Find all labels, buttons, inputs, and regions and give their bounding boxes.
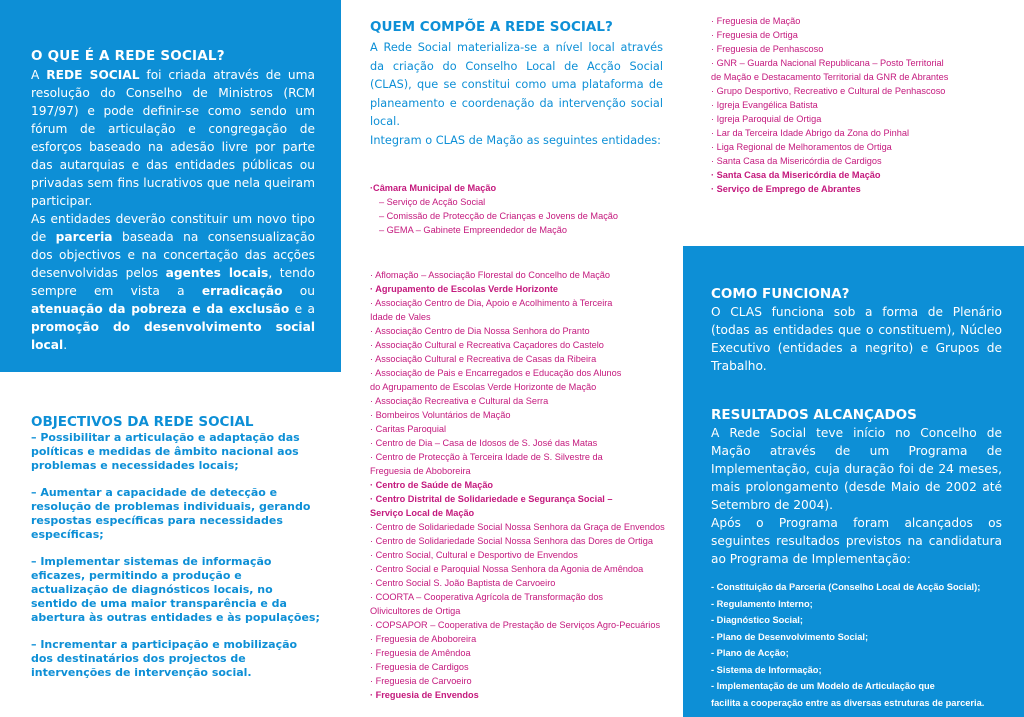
list-item: – GEMA – Gabinete Empreendedor de Mação bbox=[379, 225, 567, 235]
what-is-panel bbox=[0, 0, 341, 372]
entity-list bbox=[370, 268, 663, 702]
list-item: · Centro Distrital de Solidariedade e Segurança Social – bbox=[370, 494, 613, 504]
list-item: · Freguesia de Ortiga bbox=[711, 30, 798, 40]
result-item: - Diagnóstico Social; bbox=[711, 615, 803, 625]
results-title: RESULTADOS ALCANÇADOS bbox=[711, 407, 917, 423]
objectives-title: OBJECTIVOS DA REDE SOCIAL bbox=[31, 414, 254, 430]
list-item: do Agrupamento de Escolas Verde Horizonte de Mação bbox=[370, 382, 597, 392]
list-item: · Centro de Saúde de Mação bbox=[370, 480, 494, 490]
list-item: ·Câmara Municipal de Mação bbox=[370, 183, 497, 193]
list-item: · Freguesia de Amêndoa bbox=[370, 648, 471, 658]
list-item: · Bombeiros Voluntários de Mação bbox=[370, 410, 511, 420]
list-item: · Lar da Terceira Idade Abrigo da Zona do Pinhal bbox=[711, 128, 909, 138]
list-item: · Serviço de Emprego de Abrantes bbox=[711, 184, 861, 194]
list-item: · Associação de Pais e Encarregados e Educação dos Alunos bbox=[370, 368, 622, 378]
list-item: · Centro Social S. João Baptista de Carvoeiro bbox=[370, 578, 556, 588]
list-item: · Associação Centro de Dia Nossa Senhora do Pranto bbox=[370, 326, 590, 336]
list-item: · Liga Regional de Melhoramentos de Ortiga bbox=[711, 142, 892, 152]
list-item: · Centro Social, Cultural e Desportivo de Envendos bbox=[370, 550, 578, 560]
result-item: - Implementação de um Modelo de Articulação que bbox=[711, 681, 935, 691]
how-it-works-paragraph: O CLAS funciona sob a forma de Plenário (todas as entidades que o constituem), Núcleo Executivo (entidades a negrito) e Grupos de Trabalho. bbox=[711, 305, 1002, 373]
list-item: · Centro de Solidariedade Social Nossa Senhora das Dores de Ortiga bbox=[370, 536, 653, 546]
list-item: · GNR – Guarda Nacional Republicana – Posto Territorial bbox=[711, 58, 944, 68]
list-item: · Freguesia de Cardigos bbox=[370, 662, 469, 672]
list-item: · Freguesia de Aboboreira bbox=[370, 634, 477, 644]
how-it-works-title: COMO FUNCIONA? bbox=[711, 286, 850, 302]
result-item: - Regulamento Interno; bbox=[711, 598, 813, 609]
members-intro-2: Integram o CLAS de Mação as seguintes entidades: bbox=[370, 133, 661, 147]
list-item: · Associação Centro de Dia, Apoio e Acolhimento à Terceira bbox=[370, 298, 613, 308]
list-item: · Freguesia de Penhascoso bbox=[711, 44, 824, 54]
municipality-list bbox=[370, 181, 663, 237]
members-title: QUEM COMPÕE A REDE SOCIAL? bbox=[370, 19, 613, 35]
result-item: - Constituição da Parceria (Conselho Local de Acção Social); bbox=[711, 582, 981, 592]
how-it-works-panel bbox=[683, 246, 1024, 717]
list-item: · Igreja Paroquial de Ortiga bbox=[711, 114, 822, 124]
objectives-panel bbox=[0, 372, 341, 717]
list-item: · Freguesia de Mação bbox=[711, 16, 801, 26]
list-item: · Associação Recreativa e Cultural da Serra bbox=[370, 396, 549, 406]
what-is-title: O QUE É A REDE SOCIAL? bbox=[31, 48, 225, 64]
list-item: · Igreja Evangélica Batista bbox=[711, 100, 818, 110]
objective-item: – Possibilitar a articulação e adaptação das políticas e medidas de âmbito nacional aos problemas e necessidades locais; bbox=[31, 431, 300, 472]
members-panel bbox=[341, 0, 683, 717]
list-item: · Centro de Protecção à Terceira Idade de S. Silvestre da bbox=[370, 452, 603, 462]
list-item: – Serviço de Acção Social bbox=[379, 197, 486, 207]
list-item: · Associação Cultural e Recreativa de Casas da Ribeira bbox=[370, 354, 597, 364]
result-item: facilita a cooperação entre as diversas estruturas de parceria. bbox=[711, 697, 985, 708]
results-paragraph-1: A Rede Social teve início no Concelho de Mação através de um Programa de Implementação, cuja duração foi de 24 meses, mais prolongamento (desde Maio de 2002 até Setembro de 2004). bbox=[711, 426, 1002, 512]
results-paragraph-2: Após o Programa foram alcançados os seguintes resultados previstos na candidatura ao Programa de Implementação: bbox=[711, 516, 1002, 566]
list-item: Serviço Local de Mação bbox=[370, 508, 475, 518]
list-item: · Freguesia de Carvoeiro bbox=[370, 676, 472, 686]
list-item: · Agrupamento de Escolas Verde Horizonte bbox=[370, 284, 559, 294]
list-item: · Caritas Paroquial bbox=[370, 424, 447, 434]
list-item: Idade de Vales bbox=[370, 312, 431, 322]
list-item: · Santa Casa da Misericórdia de Mação bbox=[711, 170, 881, 180]
results-list bbox=[711, 579, 1002, 711]
result-item: - Sistema de Informação; bbox=[711, 664, 822, 675]
what-is-paragraph-2: As entidades deverão constituir um novo tipo de parceria baseada na consensualização dos objectivos e na concertação das acções desenvolvidas pelos agentes locais, tendo sempre em vista a erradicação ou atenuação da pobreza e da exclusão e a promoção do desenvolvimento social local. bbox=[31, 212, 315, 352]
objective-item: – Implementar sistemas de informação eficazes, permitindo a produção e actualização de diagnósticos locais, no sentido de uma maior transparência e da abertura às outras entidades e às populações; bbox=[31, 555, 320, 624]
what-is-paragraph-1: A REDE SOCIAL foi criada através de uma resolução do Conselho de Ministros (RCM 197/97) e pode definir-se como sendo um fórum de articulação e congregação de esforços baseado na adesão livre por parte das autarquias e das entidades públicas ou privadas sem fins lucrativos que nela queiram participar. bbox=[31, 68, 315, 208]
entity-list-continued bbox=[683, 0, 1024, 246]
list-item: · Associação Cultural e Recreativa Caçadores do Castelo bbox=[370, 340, 604, 350]
members-intro: A Rede Social materializa-se a nível local através da criação do Conselho Local de Acção Social (CLAS), que se constitui como uma plataforma de planeamento e coordenação da intervenção social local. bbox=[370, 41, 663, 128]
list-item: · COORTA – Cooperativa Agrícola de Transformação dos bbox=[370, 592, 604, 602]
list-item: · Centro de Dia – Casa de Idosos de S. José das Matas bbox=[370, 438, 598, 448]
objective-item: – Incrementar a participação e mobilização dos destinatários dos projectos de intervenções de intervenção social. bbox=[31, 638, 298, 679]
list-item: · Centro Social e Paroquial Nossa Senhora da Agonia de Amêndoa bbox=[370, 564, 644, 574]
objective-item: – Aumentar a capacidade de detecção e resolução de problemas individuais, gerando respostas específicas para necessidades específicas; bbox=[31, 486, 311, 541]
result-item: - Plano de Desenvolvimento Social; bbox=[711, 631, 869, 642]
list-item: · Aflomação – Associação Florestal do Concelho de Mação bbox=[370, 270, 611, 280]
result-item: - Plano de Acção; bbox=[711, 648, 789, 658]
list-item: Olivicultores de Ortiga bbox=[370, 606, 461, 616]
list-item: · Centro de Solidariedade Social Nossa Senhora da Graça de Envendos bbox=[370, 522, 665, 532]
list-item: Freguesia de Aboboreira bbox=[370, 466, 471, 476]
list-item: – Comissão de Protecção de Crianças e Jovens de Mação bbox=[379, 211, 619, 221]
list-item: · Freguesia de Envendos bbox=[370, 690, 479, 700]
list-item: · COPSAPOR – Cooperativa de Prestação de Serviços Agro-Pecuários bbox=[370, 620, 661, 630]
list-item: · Grupo Desportivo, Recreativo e Cultural de Penhascoso bbox=[711, 86, 946, 96]
list-item: · Santa Casa da Misericórdia de Cardigos bbox=[711, 156, 882, 166]
list-item: de Mação e Destacamento Territorial da GNR de Abrantes bbox=[711, 72, 949, 82]
